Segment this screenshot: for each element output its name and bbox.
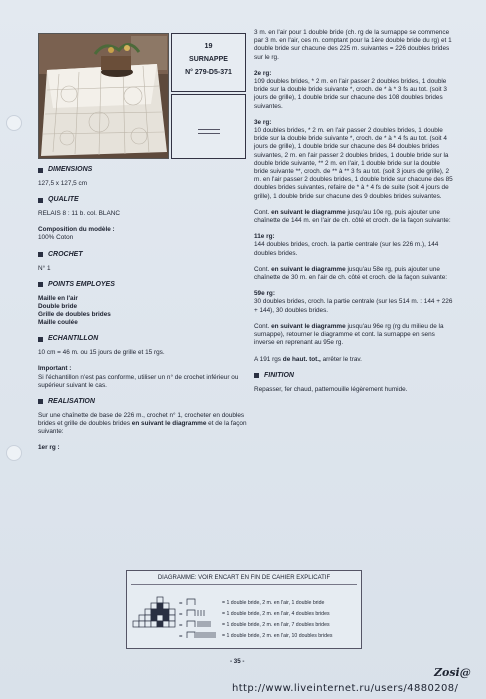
bullet-square-icon xyxy=(38,282,43,287)
bullet-square-icon xyxy=(38,168,43,173)
uploader-signature: Zosi@ xyxy=(434,666,471,679)
diagram-title: DIAGRAMME: VOIR ENCART EN FIN DE CAHIER EXPLICATIF xyxy=(157,575,331,581)
binder-hole xyxy=(6,115,22,131)
row-59-text: 30 doubles brides, croch. la partie centrale (sur les 514 m. : 144 + 226 + 144), 30 doubles brides. xyxy=(254,298,453,314)
row-3-heading: 3e rg: xyxy=(254,118,272,126)
final-text: A 191 rgs de haut. tot., arrêter le trav. xyxy=(254,355,362,363)
section-realisation: REALISATION xyxy=(38,398,248,406)
section-points: POINTS EMPLOYES xyxy=(38,281,248,289)
section-dimensions: DIMENSIONS xyxy=(38,166,248,174)
pattern-reference-box xyxy=(171,33,246,92)
important-label: Important : xyxy=(38,365,72,373)
echantillon-value: 10 cm = 46 m. ou 15 jours de grille et 15 rgs. xyxy=(38,349,165,357)
pattern-code: N° 279-D5-371 xyxy=(185,69,232,76)
row-59-heading: 59e rg: xyxy=(254,290,275,298)
realisation-text: Sur une chaînette de base de 226 m., crochet n° 1, crocheter en doubles brides et grille de doubles brides en suivant le diagramme et de la façon suivante: xyxy=(38,411,247,435)
continue-10-text: Cont. en suivant le diagramme jusqu'au 10e rg, puis ajouter une chaînette de 144 m. en l'air de ch. côté et croch. de la façon suivante: xyxy=(254,208,451,225)
point-item: Double bride xyxy=(38,302,78,310)
qualite-value: RELAIS 8 : 11 b. col. BLANC xyxy=(38,210,120,218)
svg-text:=: = xyxy=(179,601,183,607)
pattern-number: 19 xyxy=(204,41,213,50)
important-text: Si l'échantillon n'est pas conforme, utiliser un n° de crochet inférieur ou supérieur suivant le cas. xyxy=(38,373,239,389)
row-11-text: 144 doubles brides, croch. la partie centrale (sur les 226 m.), 144 doubles brides. xyxy=(254,241,439,257)
finition-text: Repasser, fer chaud, pattemouille légèrement humide. xyxy=(254,385,408,393)
continue-58-text: Cont. en suivant le diagramme jusqu'au 58e rg, puis ajouter une chaînette de 30 m. en l'air de ch. côté et croch. de la façon suivante: xyxy=(254,265,448,282)
section-qualite: QUALITE xyxy=(38,196,248,204)
legend-item: = 1 double bride, 2 m. en l'air, 4 doubles brides xyxy=(222,611,330,617)
svg-text:=: = xyxy=(179,612,183,618)
row-3-text: 10 doubles brides, * 2 m. en l'air passer 2 doubles brides, 1 double bride sur la double bride suivante *, croch. de * à * 4 fs au tot. (soit 4 jours de grille), 1 double bride sur chacune des 84 doubles brides suivantes, 2 m. en l'air passer 2 doubles brides, 1 double bride sur la double bride suivante, ** 2 m. en l'air, 1 double bride sur la double bride suivante **, croch. de ** à ** 3 fs au tot. (soit 3 jours de grille), 2 m. en l'air passer 2 doubles brides, 1 double bride sur chacune des 85 doubles brides suivantes, refaire de * à * 4 fs de suite (soit 4 jours de grille), 1 double bride sur chacune des 9 doubles brides suivantes. xyxy=(254,127,453,200)
row-11-heading: 11e rg: xyxy=(254,233,275,241)
bullet-square-icon xyxy=(38,399,43,404)
point-item: Maille coulée xyxy=(38,319,78,327)
row-1-heading: 1er rg : xyxy=(38,444,60,452)
svg-text:=: = xyxy=(179,634,183,640)
section-echantillon: ECHANTILLON xyxy=(38,335,248,343)
binder-hole xyxy=(6,445,22,461)
row-2-heading: 2e rg: xyxy=(254,69,272,77)
page-number: - 35 - xyxy=(230,658,245,665)
yarn-swatch xyxy=(198,129,220,134)
section-crochet: CROCHET xyxy=(38,251,248,259)
point-item: Grille de doubles brides xyxy=(38,311,111,319)
tablecloth-photo xyxy=(38,33,169,159)
legend-item: = 1 double bride, 2 m. en l'air, 10 doubles brides xyxy=(222,633,333,639)
continue-96-text: Cont. en suivant le diagramme jusqu'au 96e rg (rg du milieu de la surnappe), retourner le diagramme et cont. la surnappe en sens inverse en reprenant au 95e rg. xyxy=(254,322,444,347)
composition-label: Composition du modèle : xyxy=(38,226,115,234)
right-column xyxy=(254,29,454,402)
points-list xyxy=(38,295,248,327)
legend-item: = 1 double bride, 2 m. en l'air, 1 double bride xyxy=(222,600,325,606)
bullet-square-icon xyxy=(38,252,43,257)
diagram-legend-box xyxy=(126,570,362,649)
source-url[interactable]: http://www.liveinternet.ru/users/4880208/ xyxy=(232,683,459,694)
legend-item: = 1 double bride, 2 m. en l'air, 7 doubles brides xyxy=(222,622,330,628)
composition-value: 100% Coton xyxy=(38,234,74,242)
dimensions-value: 127,5 x 127,5 cm xyxy=(38,180,88,188)
row-2-text: 109 doubles brides, * 2 m. en l'air passer 2 doubles brides, 1 double bride sur la double bride suivante *, croch. de * à * 3 fs au tot. (soit 3 jours de grille), 1 double bride sur chacune des 108 doubles brides suivantes. xyxy=(254,78,447,110)
left-column xyxy=(38,166,248,452)
pattern-name: SURNAPPE xyxy=(189,56,228,63)
bullet-square-icon xyxy=(254,373,259,378)
section-finition: FINITION xyxy=(254,372,454,380)
bullet-square-icon xyxy=(38,337,43,342)
bullet-square-icon xyxy=(38,198,43,203)
svg-text:=: = xyxy=(179,623,183,629)
point-item: Maille en l'air xyxy=(38,294,78,302)
crochet-value: N° 1 xyxy=(38,264,51,272)
row-1-text: 3 m. en l'air pour 1 double bride (ch. rg de la surnappe se commence par 3 m. en l'air, ces m. comptant pour la 1ère double bride du rg) et 1 double bride sur chacune des 225 m. suivantes = 226 doubles brides sur le rg. xyxy=(254,29,452,61)
yarn-swatch-box xyxy=(171,94,246,159)
